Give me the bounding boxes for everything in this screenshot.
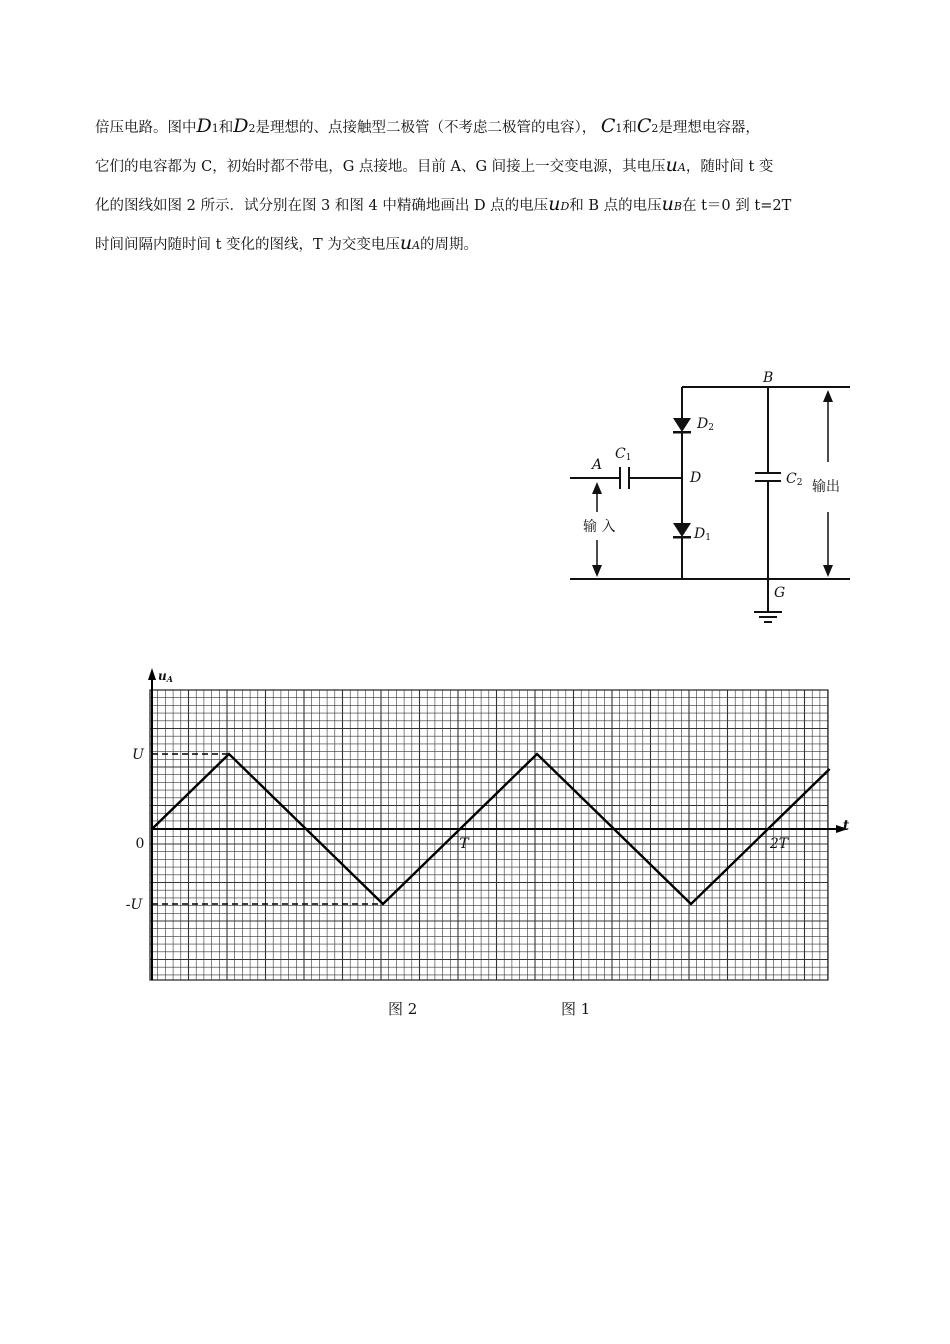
diode-d2-icon [673,418,691,432]
diode-d1-icon [673,523,691,537]
y-axis-label-main: u [158,669,167,683]
x-axis-label: t [842,818,850,834]
label-g: G [774,585,786,601]
input-arrowhead-up [592,482,602,494]
caption-fig2: 图 2 [388,1000,418,1018]
x-tick-label: 0 [135,836,145,852]
problem-line-3: 化的图线如图 2 所示．试分别在图 3 和图 4 中精确地画出 D 点的电压uD和 B 点的电压uB在 t＝0 到 t=2T [95,193,792,215]
output-arrowhead-up [823,390,833,402]
y-axis-label-sub: A [166,674,173,684]
label-input: 输 入 [583,519,616,535]
output-arrowhead-down [823,565,833,577]
x-tick-label: T [459,836,469,852]
label-b: B [763,370,774,386]
problem-text [95,108,875,264]
diode-d2-bar [673,431,691,434]
label-output: 输出 [812,479,840,495]
problem-line-2: 它们的电容都为 C，初始时都不带电，G 点接地。目前 A、G 间接上一交变电源，其电压uA，随时间 t 变 [95,154,774,176]
waveform-chart [100,655,860,995]
label-a: A [592,457,603,473]
circuit-diagram [560,365,860,630]
problem-line-1: 倍压电路。图中D1和D2是理想的、点接触型二极管（不考虑二极管的电容）， C1和C2是理想电容器， [95,115,760,137]
y-tick-label: -U [125,897,143,913]
grid-minor [150,690,828,980]
label-d1: D1 [694,526,711,543]
y-axis-label [158,669,173,684]
caption-fig1: 图 1 [561,1000,591,1018]
y-tick-label: U [132,747,144,763]
y-axis-arrowhead [148,668,156,680]
input-arrowhead-down [592,565,602,577]
problem-line-4: 时间间隔内随时间 t 变化的图线，T 为交变电压uA的周期。 [95,232,479,254]
label-c2: C2 [786,471,803,488]
label-d2: D2 [697,416,714,433]
label-c1: C1 [615,446,632,463]
x-tick-label: 2T [769,836,789,852]
diode-d1-bar [673,536,691,539]
label-d: D [690,470,702,486]
